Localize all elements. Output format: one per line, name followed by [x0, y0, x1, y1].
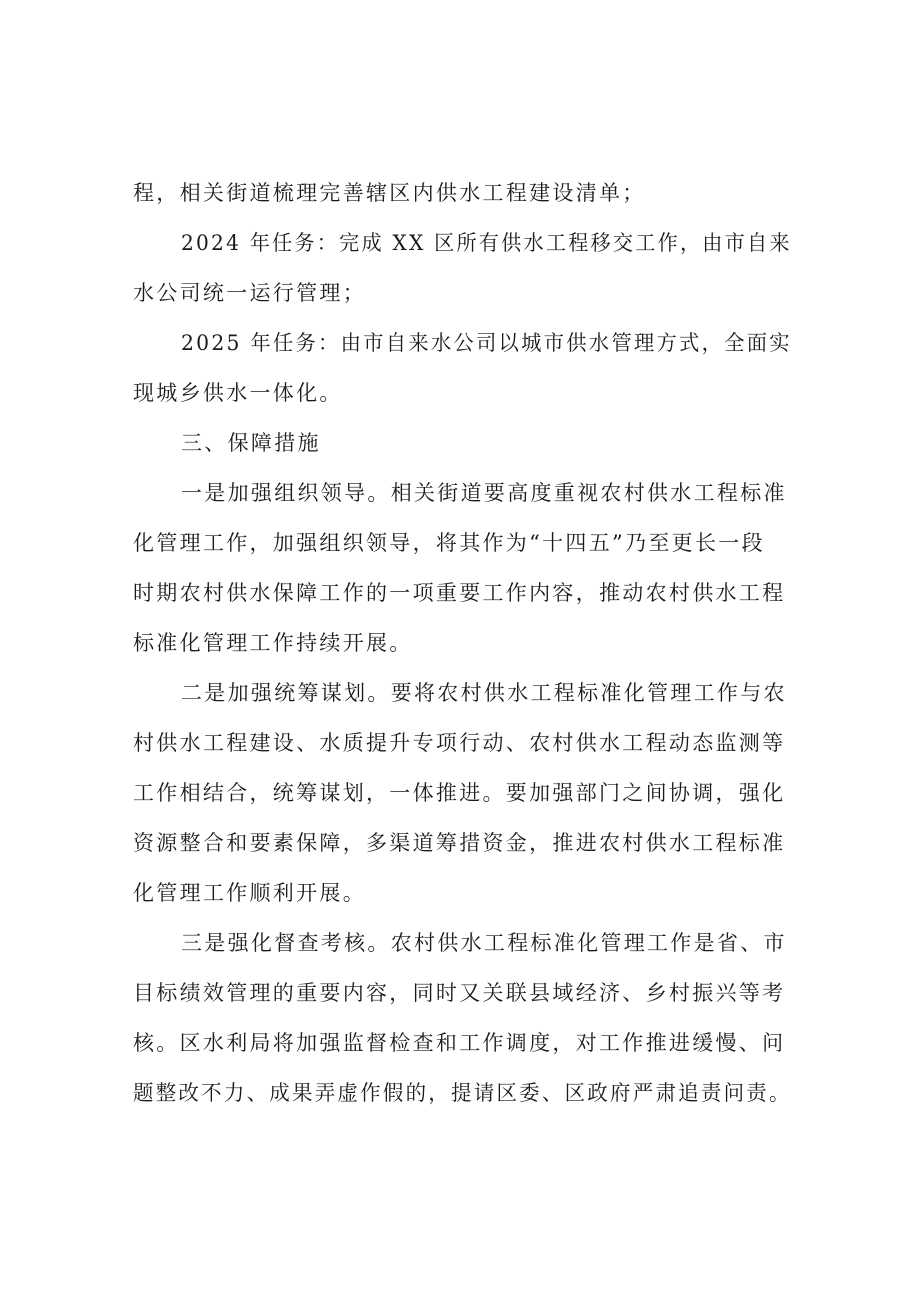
text-line: 水公司统一运行管理；: [133, 281, 366, 305]
text-line: 程，相关街道梳理完善辖区内供水工程建设清单；: [133, 181, 646, 205]
text-line: 工作相结合，统筹谋划，一体推进。要加强部门之间协调，强化: [133, 781, 786, 805]
text-line: 三是强化督查考核。农村供水工程标准化管理工作是省、市: [181, 931, 787, 955]
text-line: 现城乡供水一体化。: [133, 381, 343, 405]
text-line: 时期农村供水保障工作的一项重要工作内容，推动农村供水工程: [133, 581, 786, 605]
text-line: 题整改不力、成果弄虚作假的，提请区委、区政府严肃追责问责。: [133, 1081, 792, 1105]
text-line: 化管理工作，加强组织领导，将其作为“十四五”乃至更长一段: [133, 531, 765, 555]
text-line: 标准化管理工作持续开展。: [133, 631, 413, 655]
text-line: 村供水工程建设、水质提升专项行动、农村供水工程动态监测等: [133, 731, 786, 755]
text-line: 一是加强组织领导。相关街道要高度重视农村供水工程标准: [181, 481, 787, 505]
text-line: 2024 年任务：完成 XX 区所有供水工程移交工作，由市自来: [181, 231, 792, 255]
text-line: 目标绩效管理的重要内容，同时又关联县域经济、乡村振兴等考: [133, 981, 786, 1005]
text-line: 化管理工作顺利开展。: [133, 881, 366, 905]
text-line: 核。区水利局将加强监督检查和工作调度，对工作推进缓慢、问: [133, 1031, 786, 1055]
section-heading: 三、保障措施: [181, 431, 321, 455]
text-line: 2025 年任务：由市自来水公司以城市供水管理方式，全面实: [181, 331, 792, 355]
text-line: 资源整合和要素保障，多渠道筹措资金，推进农村供水工程标准: [133, 831, 786, 855]
text-line: 二是加强统筹谋划。要将农村供水工程标准化管理工作与农: [181, 681, 787, 705]
